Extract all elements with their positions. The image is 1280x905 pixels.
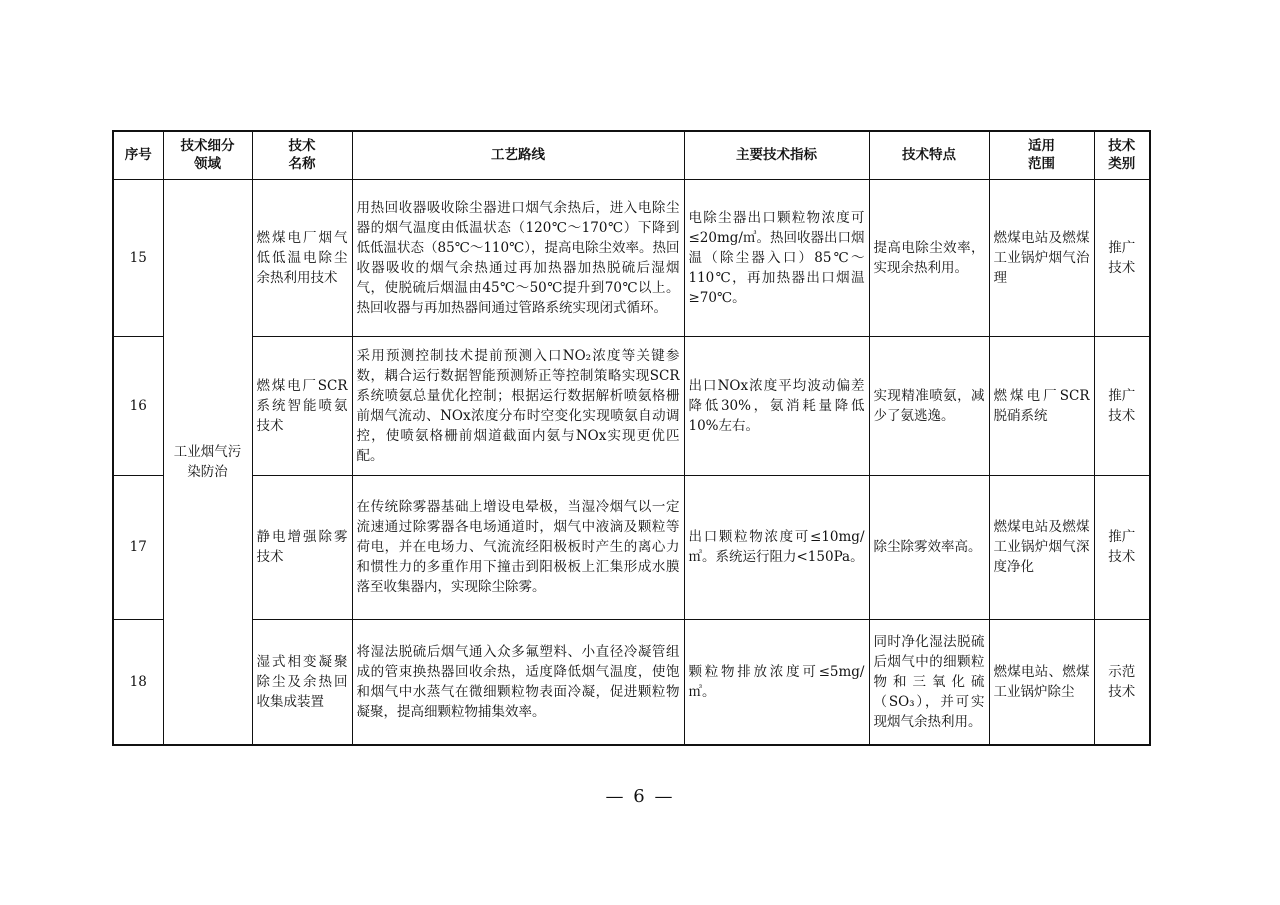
row-name: 燃煤电厂烟气低低温电除尘余热利用技术 <box>252 179 352 336</box>
row-name: 静电增强除雾技术 <box>252 475 352 619</box>
row-name: 燃煤电厂SCR系统智能喷氨技术 <box>252 336 352 475</box>
row-indicator: 出口颗粒物浓度可≤10mg/㎥。系统运行阻力<150Pa。 <box>684 475 869 619</box>
header-row <box>113 131 1150 179</box>
header-field: 技术细分 领域 <box>163 131 252 179</box>
header-scope: 适用 范围 <box>989 131 1094 179</box>
row-scope: 燃煤电站、燃煤工业锅炉除尘 <box>989 619 1094 745</box>
row-route: 用热回收器吸收除尘器进口烟气余热后，进入电除尘器的烟气温度由低温状态（120℃～170℃）下降到低低温状态（85℃～110℃），提高电除尘效率。热回收器吸收的烟气余热通过再加热器加热脱硫后湿烟气，使脱硫后烟温由45℃～50℃提升到70℃以上。热回收器与再加热器间通过管路系统实现闭式循环。 <box>352 179 684 336</box>
header-route: 工艺路线 <box>352 131 684 179</box>
row-route: 在传统除雾器基础上增设电晕极，当湿冷烟气以一定流速通过除雾器各电场通道时，烟气中液滴及颗粒等荷电，并在电场力、气流流经阳极板时产生的离心力和惯性力的多重作用下撞击到阳极板上汇集形成水膜落至收集器内，实现除尘除雾。 <box>352 475 684 619</box>
row-name: 湿式相变凝聚除尘及余热回收集成装置 <box>252 619 352 745</box>
row-category: 推广 技术 <box>1094 475 1150 619</box>
field-cell: 工业烟气污染防治 <box>163 179 252 745</box>
row-feature: 除尘除雾效率高。 <box>869 475 989 619</box>
row-category: 推广 技术 <box>1094 336 1150 475</box>
row-indicator: 颗粒物排放浓度可≤5mg/㎥。 <box>684 619 869 745</box>
row-scope: 燃煤电站及燃煤工业锅炉烟气治理 <box>989 179 1094 336</box>
row-category: 示范 技术 <box>1094 619 1150 745</box>
table-row <box>113 336 1150 475</box>
row-feature: 提高电除尘效率，实现余热利用。 <box>869 179 989 336</box>
header-name: 技术 名称 <box>252 131 352 179</box>
row-no: 17 <box>113 475 163 619</box>
table-row <box>113 475 1150 619</box>
row-route: 采用预测控制技术提前预测入口NO₂浓度等关键参数，耦合运行数据智能预测矫正等控制策略实现SCR系统喷氨总量优化控制；根据运行数据解析喷氨格栅前烟气流动、NOx浓度分布时空变化实现喷氨自动调控，使喷氨格栅前烟道截面内氨与NOx实现更优匹配。 <box>352 336 684 475</box>
page-number: — 6 — <box>605 786 675 807</box>
row-scope: 燃煤电站及燃煤工业锅炉烟气深度净化 <box>989 475 1094 619</box>
header-indicator: 主要技术指标 <box>684 131 869 179</box>
row-indicator: 电除尘器出口颗粒物浓度可≤20mg/㎥。热回收器出口烟温（除尘器入口）85℃～110℃，再加热器出口烟温≥70℃。 <box>684 179 869 336</box>
row-feature: 同时净化湿法脱硫后烟气中的细颗粒物和三氧化硫（SO₃），并可实现烟气余热利用。 <box>869 619 989 745</box>
header-feature: 技术特点 <box>869 131 989 179</box>
row-indicator: 出口NOx浓度平均波动偏差降低30%，氨消耗量降低10%左右。 <box>684 336 869 475</box>
row-no: 15 <box>113 179 163 336</box>
row-no: 16 <box>113 336 163 475</box>
table-row <box>113 619 1150 745</box>
row-category: 推广 技术 <box>1094 179 1150 336</box>
technology-table <box>112 130 1151 746</box>
row-route: 将湿法脱硫后烟气通入众多氟塑料、小直径冷凝管组成的管束换热器回收余热，适度降低烟气温度，使饱和烟气中水蒸气在微细颗粒物表面冷凝，促进颗粒物凝聚，提高细颗粒物捕集效率。 <box>352 619 684 745</box>
header-no: 序号 <box>113 131 163 179</box>
row-feature: 实现精准喷氨，减少了氨逃逸。 <box>869 336 989 475</box>
row-scope: 燃煤电厂SCR脱硝系统 <box>989 336 1094 475</box>
header-category: 技术 类别 <box>1094 131 1150 179</box>
table-row <box>113 179 1150 336</box>
row-no: 18 <box>113 619 163 745</box>
